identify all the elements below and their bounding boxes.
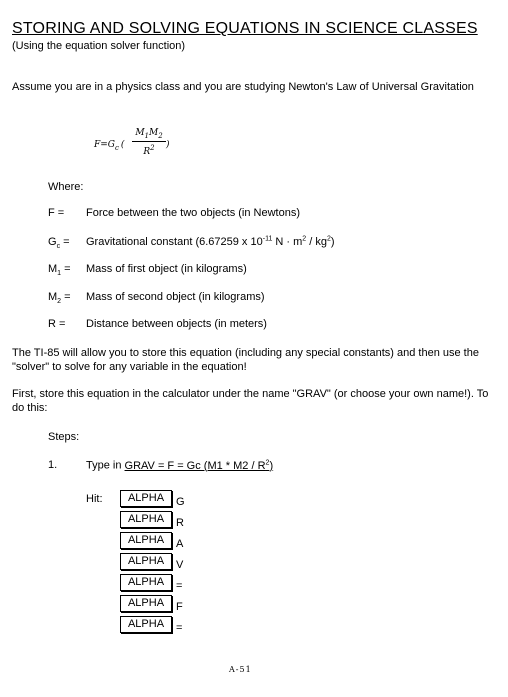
key-letter: A [176,538,184,550]
formula-lhs: $F=G_c$ ( [94,140,125,152]
keystroke-row [120,488,185,506]
definition-row [48,207,300,219]
definition-row [48,235,335,250]
definition-symbol: F = [48,207,65,219]
alpha-key: ALPHA [120,553,172,570]
alpha-key: ALPHA [120,511,172,528]
step-instruction: Type in GRAV = F = Gc $(M1 * M2 / R^2)$ [86,459,274,472]
keystroke-row [120,593,183,611]
definition-text: Force between the two objects (in Newtons) [86,207,300,219]
hit-label: Hit: [86,493,103,505]
formula-close-paren: ) [166,140,170,150]
page-number: A-51 [229,665,252,674]
definition-symbol: R = [48,318,66,330]
alpha-key: ALPHA [120,595,172,612]
alpha-key: ALPHA [120,616,172,633]
step-number: 1. [48,459,58,471]
where-label: Where: [48,181,84,193]
definition-symbol: $M_1$ = [48,263,71,278]
definition-symbol: $G_c$ = [48,235,70,250]
key-letter: F [176,601,183,613]
formula-numerator: $M_1M_2$ [132,128,166,142]
definition-symbol: $M_2$ = [48,291,71,306]
definition-row [48,291,265,305]
key-letter: G [176,496,185,508]
key-letter: = [176,622,183,634]
ti85-paragraph: The TI-85 will allow you to store this equation (including any special constants) and then use the "solver" to solve for any variable in the equation! [12,347,479,373]
definition-row [48,318,267,330]
page-title: STORING AND SOLVING EQUATIONS IN SCIENCE CLASSES [12,20,478,37]
steps-label: Steps: [48,431,80,443]
keystroke-row [120,530,183,548]
definition-text: Mass of first object (in kilograms) [86,263,247,275]
step-equation: GRAV = F = Gc $(M1 * M2 / R^2)$ [124,459,274,472]
key-letter: R [176,517,184,529]
keystroke-row [120,614,182,632]
formula-fraction [132,128,166,157]
definition-text: Mass of second object (in kilograms) [86,291,265,303]
alpha-key: ALPHA [120,574,172,591]
page-subtitle: (Using the equation solver function) [12,40,186,52]
keystroke-row [120,572,182,590]
definition-text: Gravitational constant (6.67259 x $10^{-11}$ $N \cdot m^2 / kg^2$) [86,235,335,248]
alpha-key: ALPHA [120,532,172,549]
intro-paragraph: Assume you are in a physics class and you are studying Newton's Law of Universal Gravitation [12,81,474,93]
keystroke-row [120,509,184,527]
keystroke-row [120,551,183,569]
key-letter: = [176,580,183,592]
key-letter: V [176,559,184,571]
alpha-key: ALPHA [120,490,172,507]
definition-text: Distance between objects (in meters) [86,318,267,330]
gravitation-formula [94,128,184,162]
formula-denominator: $R^2$ [143,143,155,157]
first-store-paragraph: First, store this equation in the calculator under the name "GRAV" (or choose your own name!). To do this: [12,388,489,414]
definition-row [48,263,247,277]
